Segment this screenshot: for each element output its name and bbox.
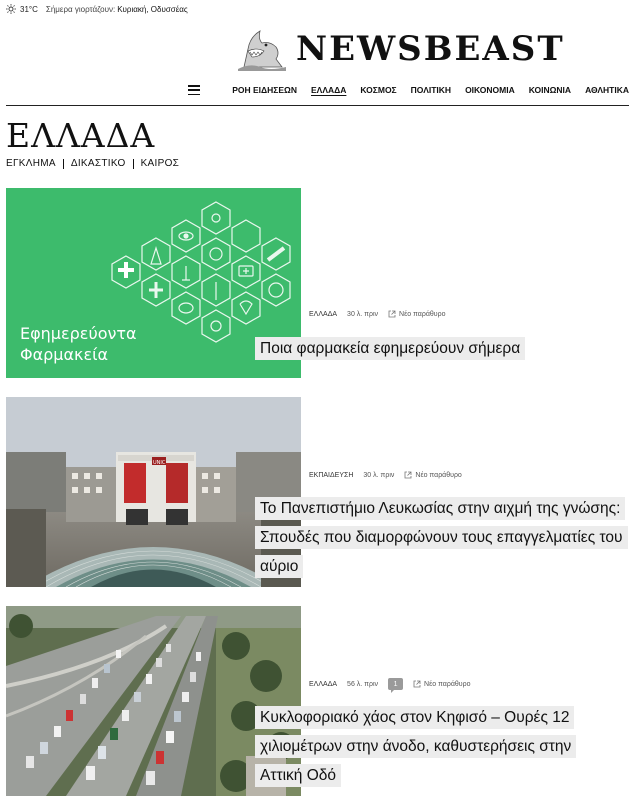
hamburger-menu-icon[interactable]: [188, 85, 200, 95]
nav-item-roi[interactable]: ΡΟΗ ΕΙΔΗΣΕΩΝ: [232, 85, 297, 95]
article-card: [6, 606, 629, 796]
article-category[interactable]: ΕΚΠΑΙΔΕΥΣΗ: [309, 471, 354, 479]
nav-item-athlitika[interactable]: ΑΘΛΗΤΙΚΑ: [585, 85, 629, 95]
article-time: 30 λ. πριν: [347, 310, 379, 318]
shark-icon: [230, 27, 288, 71]
subnav-separator: [63, 159, 64, 169]
new-window-label: Νέο παράθυρο: [424, 680, 471, 688]
nav-item-oikonomia[interactable]: ΟΙΚΟΝΟΜΙΑ: [465, 85, 515, 95]
article-headline[interactable]: [255, 334, 595, 363]
new-window-link[interactable]: [388, 310, 445, 318]
sub-navigation: [6, 158, 179, 169]
main-nav: [0, 80, 635, 100]
subnav-item-dikastiko[interactable]: ΔΙΚΑΣΤΙΚΟ: [70, 158, 126, 169]
article-time: 56 λ. πριν: [347, 680, 379, 688]
unic-sign: UNIC: [153, 460, 166, 466]
nav-item-kosmos[interactable]: ΚΟΣΜΟΣ: [360, 85, 397, 95]
namedays-label: Σήμερα γιορτάζουν:: [45, 4, 116, 14]
article-card: [6, 397, 629, 587]
article-title[interactable]: Το Πανεπιστήμιο Λευκωσίας στην αιχμή της γνώσης: Σπουδές που διαμορφώνουν τους επαγγελματίες του αύριο: [255, 497, 628, 578]
article-meta: [309, 678, 470, 690]
external-link-icon: [404, 471, 412, 479]
article-title[interactable]: Κυκλοφοριακό χάος στον Κηφισό – Ουρές 12 χιλιομέτρων στην άνοδο, καθυστερήσεις στην Αττική Οδό: [255, 706, 576, 787]
external-link-icon: [413, 680, 421, 688]
article-headline[interactable]: [255, 494, 625, 581]
nav-item-ellada[interactable]: ΕΛΛΑΔΑ: [311, 85, 347, 95]
new-window-link[interactable]: [404, 471, 461, 479]
nav-divider: [6, 105, 629, 106]
article-title[interactable]: Ποια φαρμακεία εφημερεύουν σήμερα: [255, 337, 525, 360]
new-window-link[interactable]: [413, 680, 470, 688]
article-headline[interactable]: [255, 703, 585, 790]
subnav-separator: [133, 159, 134, 169]
temperature: 31°C: [20, 4, 38, 14]
article-time: 30 λ. πριν: [363, 471, 395, 479]
site-logo[interactable]: [230, 26, 565, 72]
subnav-item-egklima[interactable]: ΕΓΚΛΗΜΑ: [6, 158, 56, 169]
top-bar: [6, 2, 188, 16]
sun-icon: [6, 4, 16, 14]
page-title: ΕΛΛΑΔΑ: [6, 116, 156, 155]
image-caption-line2: Φαρμακεία: [20, 345, 109, 364]
article-category[interactable]: ΕΛΛΑΔΑ: [309, 310, 338, 318]
article-category[interactable]: ΕΛΛΑΔΑ: [309, 680, 338, 688]
article-card: [6, 188, 629, 378]
namedays-names[interactable]: Κυριακή, Οδυσσέας: [117, 4, 188, 14]
logo-text: NEWSBEAST: [296, 29, 565, 69]
new-window-label: Νέο παράθυρο: [415, 471, 462, 479]
external-link-icon: [388, 310, 396, 318]
subnav-item-kairos[interactable]: ΚΑΙΡΟΣ: [140, 158, 180, 169]
nav-item-koinonia[interactable]: ΚΟΙΝΩΝΙΑ: [528, 85, 572, 95]
nav-item-politiki[interactable]: ΠΟΛΙΤΙΚΗ: [410, 85, 452, 95]
article-meta: [309, 310, 445, 318]
comments-badge[interactable]: 1: [388, 678, 403, 690]
new-window-label: Νέο παράθυρο: [399, 310, 446, 318]
article-meta: [309, 471, 462, 479]
image-caption-line1: Εφημερεύοντα: [20, 324, 137, 343]
